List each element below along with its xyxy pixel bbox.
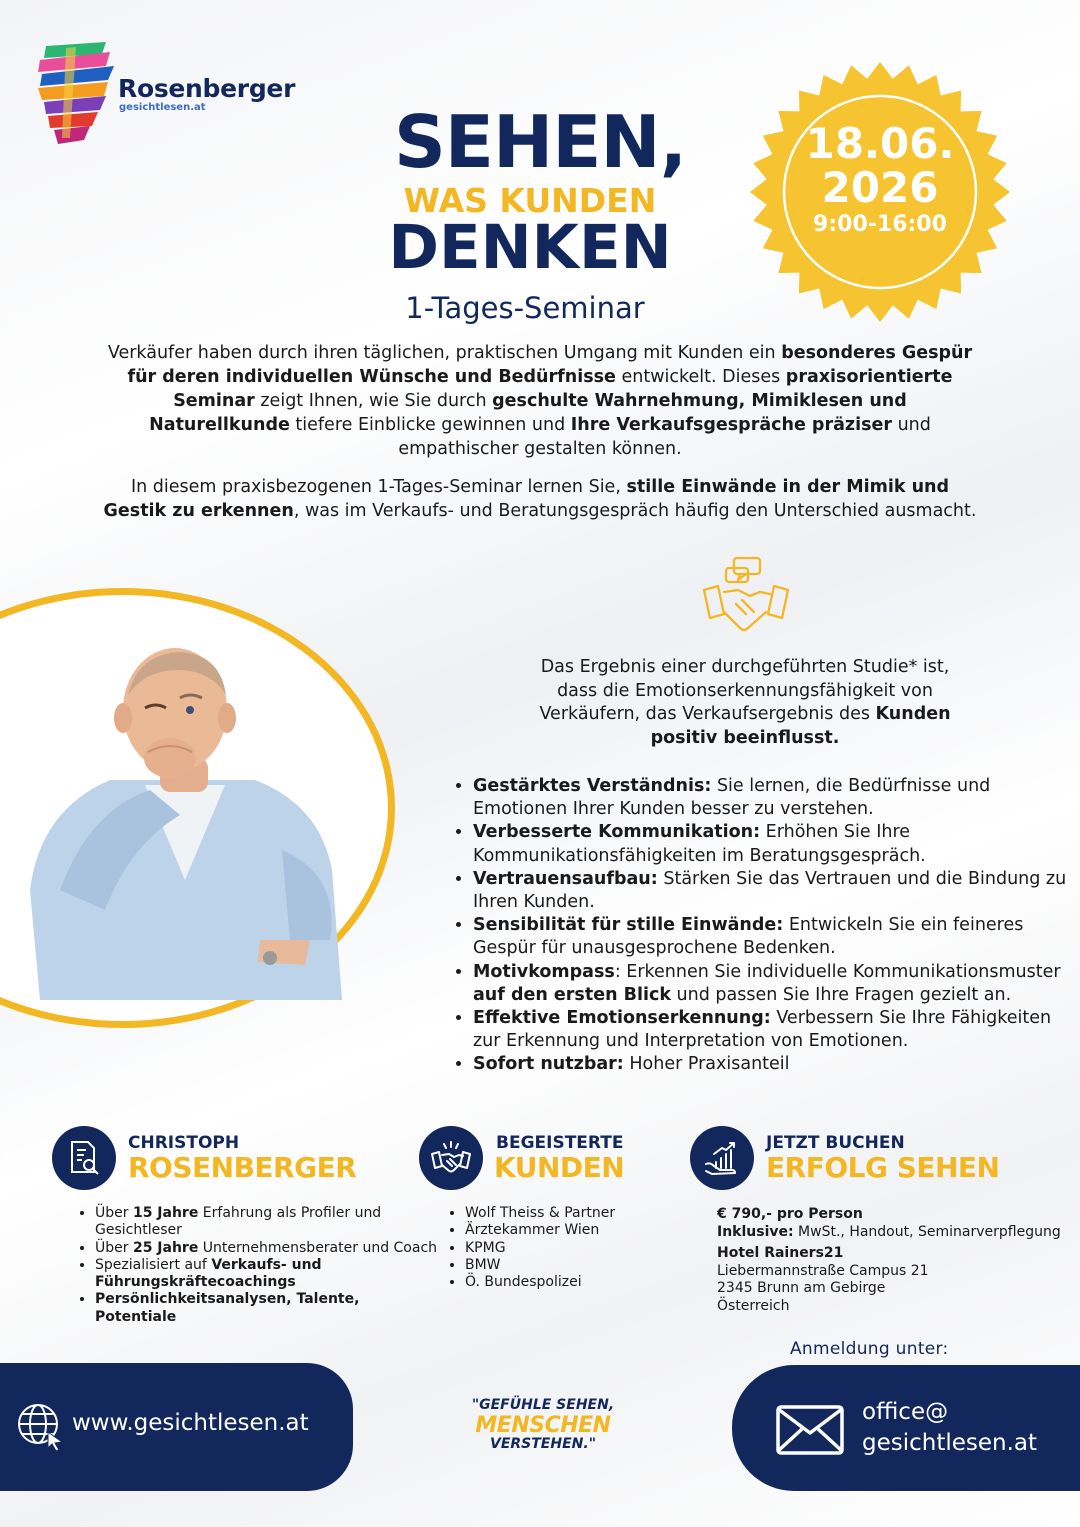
trainer-lastname: ROSENBERGER: [128, 1151, 357, 1184]
badge-date-year: 2026: [821, 163, 939, 212]
email-line-1: office@: [862, 1399, 949, 1425]
badge-date: [770, 119, 990, 212]
brand-site: gesichtlesen.at: [119, 102, 206, 113]
customers-title: KUNDEN: [494, 1151, 625, 1184]
customer-item: • Ö. Bundespolizei: [465, 1274, 705, 1291]
brand-name: Rosenberger: [118, 74, 296, 103]
booking-info: [717, 1206, 1062, 1316]
venue-street: Liebermannstraße Campus 21: [717, 1262, 929, 1279]
booking-title: ERFOLG SEHEN: [766, 1151, 1000, 1184]
venue-city: 2345 Brunn am Gebirge: [717, 1280, 886, 1297]
slogan-line-3: VERSTEHEN.": [490, 1436, 596, 1452]
venue-country: Österreich: [717, 1297, 790, 1314]
intro-text: [100, 341, 980, 537]
growth-chart-icon: [702, 1138, 742, 1178]
benefit-item: • Motivkompass: Erkennen Sie individuelle Kommunikationsmuster auf den ersten Blick und passen Sie Ihre Fragen gezielt an.: [473, 961, 1073, 1007]
intro-paragraph-1: Verkäufer haben durch ihren täglichen, praktischen Umgang mit Kunden ein besonderes Gespür für deren individuellen Wünsche und Bedürfnisse entwickelt. Dieses praxisorientierte Seminar zeigt Ihnen, wie Sie durch geschulte Wahrnehmung, Mimiklesen und Naturellkunde tiefere Einblicke gewinnen und Ihre Verkaufsgespräche präziser und empathischer gestalten können.: [107, 343, 973, 459]
handshake-icon-circle: [419, 1126, 483, 1190]
slogan-line-1: "GEFÜHLE SEHEN,: [471, 1397, 615, 1413]
signup-label: Anmeldung unter:: [790, 1339, 949, 1359]
trainer-list: [75, 1205, 440, 1326]
trainer-list-item: • Über 25 Jahre Unternehmensberater und Coach: [95, 1240, 440, 1257]
email-link[interactable]: [862, 1397, 1037, 1459]
benefit-list: [452, 775, 1073, 1077]
headline-sehen: SEHEN,: [393, 100, 687, 184]
headline-denken: DENKEN: [388, 212, 672, 283]
benefit-item: • Sofort nutzbar: Hoher Praxisanteil: [473, 1053, 1073, 1076]
trainer-photo: [20, 640, 350, 1000]
slogan-line-2: MENSCHEN: [475, 1413, 611, 1438]
growth-icon-circle: [690, 1126, 754, 1190]
headline-was-kunden: WAS KUNDEN: [403, 181, 657, 220]
price: € 790,- pro Person: [717, 1206, 863, 1222]
customers-list: [445, 1205, 705, 1291]
document-search-icon: [64, 1138, 104, 1178]
benefit-item: • Sensibilität für stille Einwände: Entwickeln Sie ein feineres Gespür für unausgesprochene Bedenken.: [473, 914, 1073, 960]
customer-item: • Ärztekammer Wien: [465, 1222, 705, 1239]
globe-icon: [16, 1402, 66, 1452]
customer-item: • BMW: [465, 1257, 705, 1274]
badge-time: 9:00-16:00: [813, 212, 947, 237]
trainer-list-item: • Persönlichkeitsanalysen, Talente, Potentiale: [95, 1291, 440, 1326]
study-text: Das Ergebnis einer durchgeführten Studie* ist, dass die Emotionserkennungsfähigkeit von Verkäufern, das Verkaufsergebnis des Kunden positiv beeinflusst.: [539, 657, 951, 748]
trainer-firstname: CHRISTOPH: [128, 1133, 240, 1153]
email-line-2: gesichtlesen.at: [862, 1430, 1038, 1456]
benefit-item: • Verbesserte Kommunikation: Erhöhen Sie Ihre Kommunikationsfähigkeiten im Beratungsgespräch.: [473, 821, 1073, 867]
customer-item: • KPMG: [465, 1240, 705, 1257]
customers-label: BEGEISTERTE: [496, 1133, 624, 1153]
customer-item: • Wolf Theiss & Partner: [465, 1205, 705, 1222]
badge-date-day: 18.06.: [805, 119, 955, 168]
trainer-list-item: • Spezialisiert auf Verkaufs- und Führungskräftecoachings: [95, 1257, 440, 1292]
benefit-item: • Effektive Emotionserkennung: Verbessern Sie Ihre Fähigkeiten zur Erkennung und Interpretation von Emotionen.: [473, 1007, 1073, 1053]
venue-name: Hotel Rainers21: [717, 1245, 844, 1262]
headline-subtitle: 1-Tages-Seminar: [405, 291, 645, 325]
handshake-icon: [700, 556, 792, 640]
price-includes: Inklusive: MwSt., Handout, Seminarverpflegung: [717, 1223, 1061, 1240]
benefit-item: • Gestärktes Verständnis: Sie lernen, die Bedürfnisse und Emotionen Ihrer Kunden besser zu verstehen.: [473, 775, 1073, 821]
profile-document-icon-circle: [52, 1126, 116, 1190]
website-link[interactable]: www.gesichtlesen.at: [72, 1410, 309, 1436]
booking-label: JETZT BUCHEN: [766, 1133, 905, 1153]
envelope-icon: [776, 1405, 844, 1455]
rosenberger-logo-mark: [36, 38, 120, 150]
trainer-list-item: • Über 15 Jahre Erfahrung als Profiler und Gesichtleser: [95, 1205, 440, 1240]
handshake-icon: [430, 1138, 472, 1178]
intro-paragraph-2: In diesem praxisbezogenen 1-Tages-Seminar lernen Sie, stille Einwände in der Mimik und Gestik zu erkennen, was im Verkaufs- und Beratungsgespräch häufig den Unterschied ausmacht.: [103, 477, 977, 521]
benefit-item: • Vertrauensaufbau: Stärken Sie das Vertrauen und die Bindung zu Ihren Kunden.: [473, 868, 1073, 914]
